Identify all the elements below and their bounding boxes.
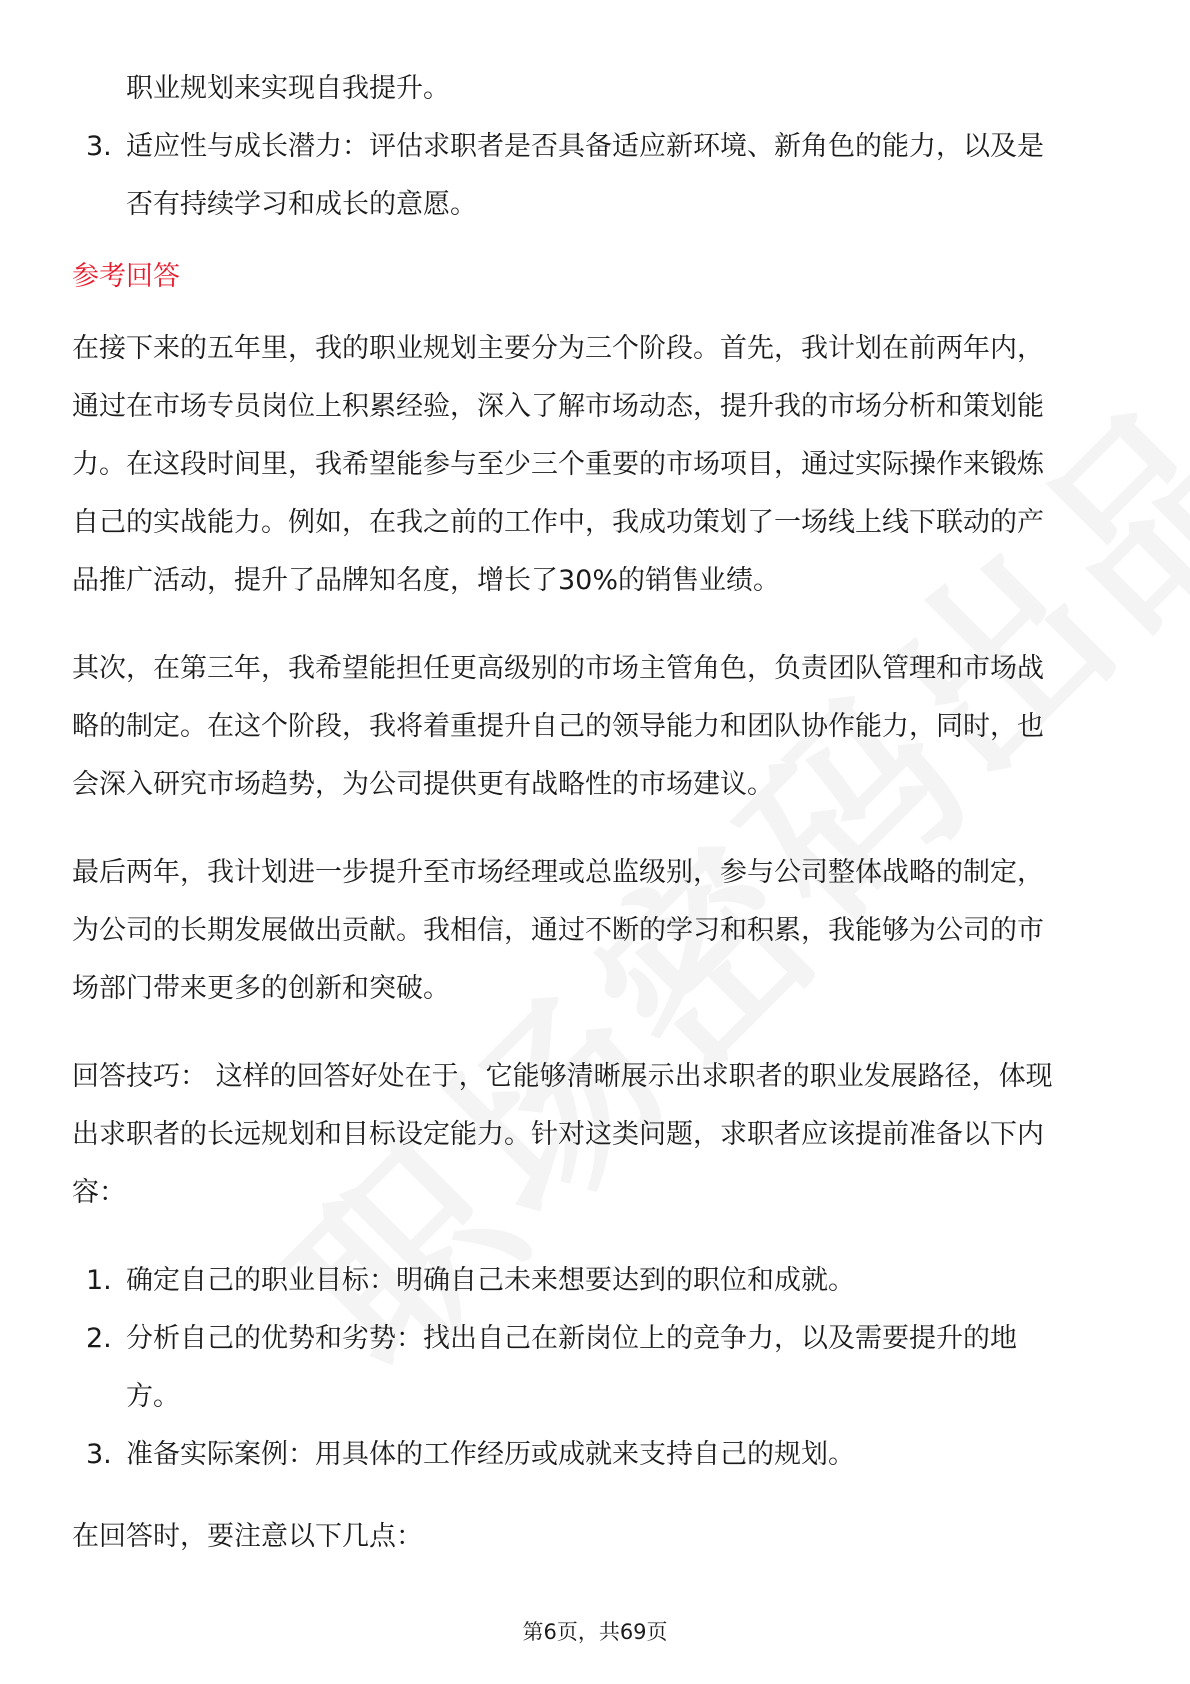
paragraph-line: 品推广活动，提升了品牌知名度，增长了30%的销售业绩。: [72, 565, 781, 596]
paragraph-line: 其次，在第三年，我希望能担任更高级别的市场主管角色，负责团队管理和市场战: [72, 653, 1044, 684]
list-item-text: 分析自己的优势和劣势：找出自己在新岗位上的竞争力，以及需要提升的地: [126, 1323, 1017, 1354]
paragraph-line: 在接下来的五年里，我的职业规划主要分为三个阶段。首先，我计划在前两年内，: [72, 333, 1044, 364]
paragraph-line: 最后两年，我计划进一步提升至市场经理或总监级别，参与公司整体战略的制定，: [72, 857, 1044, 888]
document-body: [72, 60, 1122, 1566]
paragraph-line: 为公司的长期发展做出贡献。我相信，通过不断的学习和积累，我能够为公司的市: [72, 915, 1044, 946]
paragraph-line: 自己的实战能力。例如，在我之前的工作中，我成功策划了一场线上线下联动的产: [72, 507, 1044, 538]
answer-heading: 参考回答: [72, 261, 180, 292]
list-item-text: 否有持续学习和成长的意愿。: [126, 189, 477, 220]
paragraph-line: 容：: [72, 1177, 126, 1208]
page-number: 第6页，共69页: [522, 1620, 668, 1644]
list-item-text: 确定自己的职业目标：明确自己未来想要达到的职位和成就。: [126, 1265, 855, 1296]
paragraph-line: 力。在这段时间里，我希望能参与至少三个重要的市场项目，通过实际操作来锻炼: [72, 449, 1044, 480]
paragraph-1: [72, 320, 1122, 610]
list-item-text: 适应性与成长潜力：评估求职者是否具备适应新环境、新角色的能力，以及是: [126, 131, 1044, 162]
paragraph-line: 回答技巧： 这样的回答好处在于，它能够清晰展示出求职者的职业发展路径，体现: [72, 1061, 1053, 1092]
list-item-text: 准备实际案例：用具体的工作经历或成就来支持自己的规划。: [126, 1439, 855, 1470]
preparation-list: [72, 1252, 1122, 1484]
list-item: [72, 118, 1122, 234]
list-item: [72, 1426, 1122, 1484]
paragraph-2: [72, 640, 1122, 814]
closing-line: 在回答时，要注意以下几点：: [72, 1521, 423, 1552]
continuation-line: 职业规划来实现自我提升。: [126, 73, 450, 104]
paragraph-3: [72, 844, 1122, 1018]
paragraph-line: 出求职者的长远规划和目标设定能力。针对这类问题，求职者应该提前准备以下内: [72, 1119, 1044, 1150]
paragraph-line: 通过在市场专员岗位上积累经验，深入了解市场动态，提升我的市场分析和策划能: [72, 391, 1044, 422]
list-number: 2.: [86, 1323, 112, 1354]
list-item: [72, 1252, 1122, 1310]
list-number: 1.: [86, 1265, 112, 1296]
paragraph-line: 会深入研究市场趋势，为公司提供更有战略性的市场建议。: [72, 769, 774, 800]
list-item-text: 方。: [126, 1381, 180, 1412]
list-number: 3.: [86, 1439, 112, 1470]
list-number: 3.: [86, 131, 112, 162]
list-item: [72, 1310, 1122, 1426]
paragraph-line: 场部门带来更多的创新和突破。: [72, 973, 450, 1004]
tips-paragraph: [72, 1048, 1122, 1222]
paragraph-line: 略的制定。在这个阶段，我将着重提升自己的领导能力和团队协作能力，同时，也: [72, 711, 1044, 742]
